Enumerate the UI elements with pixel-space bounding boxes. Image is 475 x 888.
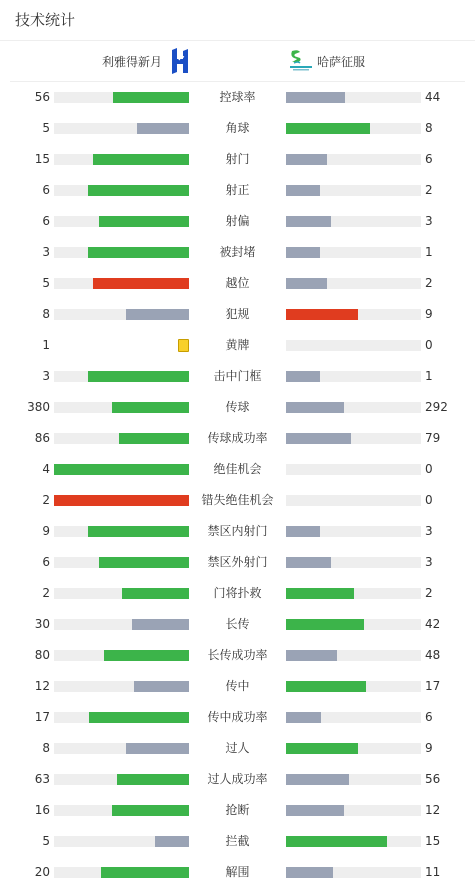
home-stat-bar-fill	[117, 774, 189, 785]
home-stat-value: 15	[34, 152, 50, 166]
away-stat-bar	[286, 185, 421, 196]
stat-row	[0, 175, 475, 206]
home-stat-bar-fill	[54, 464, 189, 475]
away-stat-bar	[286, 464, 421, 475]
home-stat-bar-fill	[89, 712, 189, 723]
home-team[interactable]	[102, 41, 192, 81]
away-stat-bar	[286, 681, 421, 692]
stat-label: 传球	[225, 400, 250, 414]
home-stat-value: 63	[34, 772, 50, 786]
stat-row	[0, 299, 475, 330]
home-stat-bar	[54, 433, 189, 444]
away-team-name: 哈萨征服	[317, 54, 366, 69]
stat-label: 长传	[225, 617, 250, 631]
away-stat-bar-fill	[286, 650, 337, 661]
stat-label: 禁区外射门	[207, 555, 268, 569]
away-stat-bar-fill	[286, 154, 327, 165]
stat-row	[0, 144, 475, 175]
home-stat-value: 1	[42, 338, 50, 352]
away-stat-bar	[286, 123, 421, 134]
page-title: 技术统计	[0, 0, 475, 41]
stat-label: 错失绝佳机会	[201, 493, 274, 507]
away-stat-value: 1	[425, 245, 433, 259]
away-stat-value: 17	[425, 679, 441, 693]
home-stat-bar-fill	[112, 402, 189, 413]
home-stat-value: 3	[42, 245, 50, 259]
home-stat-value: 20	[34, 865, 50, 879]
away-stat-value: 6	[425, 152, 433, 166]
home-stat-bar-fill	[88, 371, 189, 382]
home-stat-bar	[54, 867, 189, 878]
away-stat-value: 15	[425, 834, 441, 848]
stat-label: 拦截	[225, 834, 250, 848]
stat-row	[0, 516, 475, 547]
stat-label: 长传成功率	[207, 648, 268, 662]
away-stat-bar	[286, 154, 421, 165]
stat-row	[0, 733, 475, 764]
away-stat-value: 292	[425, 400, 448, 414]
away-stat-bar	[286, 340, 421, 351]
home-stat-bar	[54, 309, 189, 320]
home-stat-bar-fill	[132, 619, 189, 630]
away-stat-bar-fill	[286, 557, 331, 568]
away-stat-bar	[286, 526, 421, 537]
home-stat-value: 30	[34, 617, 50, 631]
away-stat-value: 2	[425, 586, 433, 600]
away-stat-bar	[286, 278, 421, 289]
home-stat-bar-fill	[93, 278, 189, 289]
stats-list	[0, 82, 475, 888]
away-stat-value: 3	[425, 555, 433, 569]
away-stat-bar	[286, 836, 421, 847]
away-stat-bar-fill	[286, 867, 333, 878]
away-stat-value: 0	[425, 462, 433, 476]
away-stat-value: 79	[425, 431, 441, 445]
stat-label: 禁区内射门	[207, 524, 268, 538]
home-stat-value: 2	[42, 493, 50, 507]
home-stat-bar	[54, 216, 189, 227]
home-stat-value: 12	[34, 679, 50, 693]
home-stat-bar-fill	[112, 805, 189, 816]
home-stat-value: 80	[34, 648, 50, 662]
home-stat-bar-fill	[54, 495, 189, 506]
al-hilal-logo-icon	[168, 47, 192, 75]
away-stat-value: 56	[425, 772, 441, 786]
home-stat-bar-fill	[104, 650, 189, 661]
stat-row	[0, 826, 475, 857]
away-stat-bar	[286, 619, 421, 630]
away-stat-bar	[286, 650, 421, 661]
home-stat-bar	[54, 774, 189, 785]
away-stat-value: 9	[425, 741, 433, 755]
away-stat-bar-fill	[286, 402, 344, 413]
away-stat-bar	[286, 712, 421, 723]
away-stat-value: 0	[425, 493, 433, 507]
stat-row	[0, 268, 475, 299]
away-stat-bar	[286, 557, 421, 568]
stat-label: 角球	[225, 121, 250, 135]
home-stat-bar	[54, 681, 189, 692]
home-stat-bar	[54, 278, 189, 289]
stat-row	[0, 857, 475, 888]
stat-label: 过人	[225, 741, 250, 755]
away-stat-bar	[286, 588, 421, 599]
away-stat-value: 44	[425, 90, 441, 104]
home-stat-value: 17	[34, 710, 50, 724]
home-stat-value: 5	[42, 834, 50, 848]
home-stat-bar	[54, 836, 189, 847]
away-stat-bar-fill	[286, 712, 321, 723]
stat-label: 过人成功率	[207, 772, 268, 786]
away-stat-bar	[286, 309, 421, 320]
home-stat-bar	[54, 805, 189, 816]
stat-row	[0, 764, 475, 795]
stat-label: 黄牌	[225, 338, 250, 352]
stat-label: 击中门框	[213, 369, 262, 383]
stat-label: 控球率	[219, 90, 256, 104]
stat-row	[0, 206, 475, 237]
home-stat-value: 2	[42, 586, 50, 600]
stat-label: 传中成功率	[207, 710, 268, 724]
home-stat-bar	[54, 743, 189, 754]
home-stat-value: 3	[42, 369, 50, 383]
stat-label: 传球成功率	[207, 431, 268, 445]
away-stat-value: 12	[425, 803, 441, 817]
home-stat-bar-fill	[99, 557, 189, 568]
away-stat-bar	[286, 433, 421, 444]
home-stat-value: 6	[42, 555, 50, 569]
stat-row	[0, 795, 475, 826]
stat-label: 传中	[225, 679, 250, 693]
stat-row	[0, 454, 475, 485]
away-stat-value: 6	[425, 710, 433, 724]
home-stat-bar-fill	[88, 247, 189, 258]
stat-label: 绝佳机会	[213, 462, 262, 476]
stat-row	[0, 361, 475, 392]
home-stat-bar-fill	[88, 185, 189, 196]
away-stat-value: 3	[425, 214, 433, 228]
stat-row	[0, 547, 475, 578]
away-stat-bar	[286, 371, 421, 382]
home-stat-bar-fill	[88, 526, 189, 537]
home-stat-bar-fill	[155, 836, 189, 847]
home-stat-value: 56	[34, 90, 50, 104]
away-stat-bar	[286, 805, 421, 816]
home-stat-bar-fill	[126, 309, 189, 320]
away-stat-bar-fill	[286, 588, 354, 599]
yellow-card-icon	[178, 339, 189, 352]
away-stat-value: 2	[425, 276, 433, 290]
away-stat-bar-fill	[286, 743, 358, 754]
home-stat-value: 6	[42, 183, 50, 197]
home-stat-value: 6	[42, 214, 50, 228]
stat-label: 越位	[225, 276, 250, 290]
stat-row	[0, 423, 475, 454]
away-stat-value: 48	[425, 648, 441, 662]
team-header	[10, 41, 465, 82]
home-stat-bar	[54, 402, 189, 413]
home-stat-bar-fill	[134, 681, 189, 692]
home-stat-value: 86	[34, 431, 50, 445]
home-stat-value: 8	[42, 741, 50, 755]
home-stat-bar	[54, 712, 189, 723]
home-stat-bar-fill	[119, 433, 189, 444]
stat-label: 射正	[225, 183, 250, 197]
away-stat-value: 0	[425, 338, 433, 352]
home-stat-bar-fill	[122, 588, 190, 599]
away-stat-bar-fill	[286, 836, 387, 847]
away-stat-value: 8	[425, 121, 433, 135]
al-fateh-logo-icon	[288, 49, 314, 73]
stat-label: 射门	[225, 152, 250, 166]
home-stat-bar-fill	[101, 867, 189, 878]
stat-row	[0, 113, 475, 144]
home-stat-bar	[54, 650, 189, 661]
away-stat-bar-fill	[286, 92, 345, 103]
away-stat-value: 42	[425, 617, 441, 631]
away-stat-bar	[286, 216, 421, 227]
away-team[interactable]	[288, 41, 365, 81]
away-stat-bar-fill	[286, 774, 349, 785]
away-stat-bar	[286, 743, 421, 754]
home-stat-value: 16	[34, 803, 50, 817]
home-stat-bar-fill	[126, 743, 189, 754]
home-stat-value: 4	[42, 462, 50, 476]
stat-row	[0, 671, 475, 702]
stat-label: 射偏	[225, 214, 250, 228]
stat-label: 解围	[225, 865, 250, 879]
away-stat-value: 2	[425, 183, 433, 197]
home-stat-bar	[54, 526, 189, 537]
home-stat-bar-fill	[137, 123, 189, 134]
stat-row	[0, 237, 475, 268]
away-stat-bar-fill	[286, 433, 351, 444]
home-stat-bar	[54, 619, 189, 630]
away-stat-value: 11	[425, 865, 441, 879]
away-stat-value: 1	[425, 369, 433, 383]
away-stat-bar-fill	[286, 247, 320, 258]
away-stat-bar	[286, 774, 421, 785]
stat-label: 犯规	[225, 307, 250, 321]
home-stat-bar	[54, 557, 189, 568]
away-stat-bar-fill	[286, 371, 320, 382]
stat-row	[0, 609, 475, 640]
away-stat-bar-fill	[286, 619, 364, 630]
home-stat-bar-fill	[113, 92, 189, 103]
home-stat-value: 8	[42, 307, 50, 321]
home-stat-bar	[54, 495, 189, 506]
away-stat-bar	[286, 247, 421, 258]
away-stat-bar-fill	[286, 278, 327, 289]
away-stat-bar	[286, 867, 421, 878]
home-stat-bar	[54, 588, 189, 599]
home-stat-bar	[54, 92, 189, 103]
away-stat-bar	[286, 92, 421, 103]
away-stat-bar-fill	[286, 185, 320, 196]
stat-row	[0, 578, 475, 609]
stat-label: 门将扑救	[213, 586, 262, 600]
away-stat-value: 9	[425, 307, 433, 321]
home-stat-bar	[54, 464, 189, 475]
home-stat-bar	[54, 247, 189, 258]
away-stat-bar	[286, 495, 421, 506]
home-team-name: 利雅得新月	[102, 54, 163, 69]
stat-row	[0, 640, 475, 671]
stat-row	[0, 485, 475, 516]
stat-row	[0, 702, 475, 733]
home-stat-bar	[54, 185, 189, 196]
away-stat-bar-fill	[286, 805, 344, 816]
away-stat-value: 3	[425, 524, 433, 538]
home-stat-value: 9	[42, 524, 50, 538]
home-stat-value: 5	[42, 276, 50, 290]
away-stat-bar-fill	[286, 123, 370, 134]
stat-label: 抢断	[225, 803, 250, 817]
away-stat-bar-fill	[286, 526, 320, 537]
stat-row	[0, 392, 475, 423]
away-stat-bar-fill	[286, 216, 331, 227]
home-stat-bar	[54, 154, 189, 165]
stat-row	[0, 82, 475, 113]
away-stat-bar-fill	[286, 681, 366, 692]
home-stat-bar-fill	[93, 154, 189, 165]
home-stat-bar	[54, 123, 189, 134]
stat-label: 被封堵	[219, 245, 256, 259]
home-stat-bar	[54, 371, 189, 382]
home-stat-value: 380	[27, 400, 50, 414]
stat-row	[0, 330, 475, 361]
home-stat-value: 5	[42, 121, 50, 135]
home-stat-bar-fill	[99, 216, 189, 227]
away-stat-bar	[286, 402, 421, 413]
away-stat-bar-fill	[286, 309, 358, 320]
